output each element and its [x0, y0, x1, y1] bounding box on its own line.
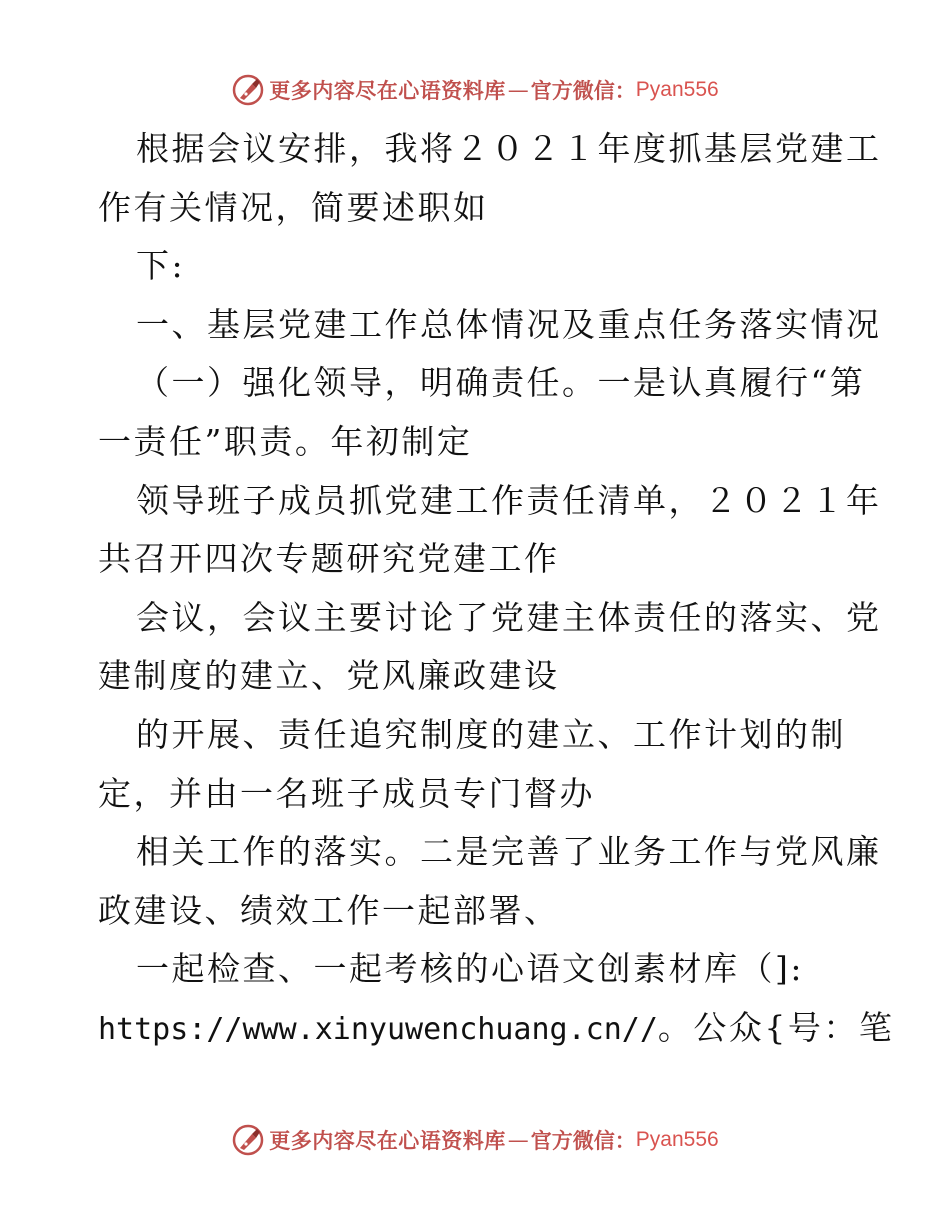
- paragraph-line: 共召开四次专题研究党建工作: [98, 539, 560, 579]
- url-line: [98, 999, 895, 1058]
- paragraph-line: 相关工作的落实。二是完善了业务工作与党风廉: [136, 832, 882, 872]
- paragraph-line: 一责任”职责。年初制定: [98, 421, 473, 461]
- paragraph-line: 根据会议安排，我将２０２１年度抓基层党建工: [136, 129, 882, 168]
- header-watermark-banner: [0, 70, 950, 110]
- document-body: [98, 120, 895, 1058]
- website-url: https://www.xinyuwenchuang.cn//: [98, 1011, 658, 1047]
- banner-main-text: 更多内容尽在心语资料库: [269, 78, 506, 103]
- section-heading: 一、基层党建工作总体情况及重点任务落实情况: [136, 304, 882, 344]
- paragraph-line: 领导班子成员抓党建工作责任清单，２０２１年: [136, 480, 882, 520]
- paragraph-line: 建制度的建立、党风廉政建设: [98, 656, 560, 696]
- banner-separator: —: [507, 78, 529, 102]
- pen-nib-logo-icon: [231, 73, 265, 107]
- pen-nib-logo-icon: [231, 1123, 265, 1157]
- banner-wechat-label: 官方微信：: [530, 78, 636, 103]
- url-line-tail: 。公众{号：笔: [657, 1007, 895, 1047]
- paragraph-line: 下:: [136, 246, 186, 286]
- footer-watermark-banner: [0, 1120, 950, 1160]
- paragraph-line: 一起检查、一起考核的心语文创素材库（]:: [136, 949, 804, 989]
- paragraph-line: 定，并由一名班子成员专门督办: [98, 773, 595, 813]
- paragraph-line: 政建设、绩效工作一起部署、: [98, 890, 560, 930]
- banner-main-text: 更多内容尽在心语资料库: [269, 1128, 506, 1153]
- paragraph-line: （一）强化领导，明确责任。一是认真履行“第: [136, 363, 866, 403]
- paragraph-line: 作有关情况，简要述职如: [98, 187, 489, 227]
- banner-wechat-label: 官方微信：: [530, 1128, 636, 1153]
- banner-wechat-id: Pyan556: [635, 1128, 719, 1151]
- banner-separator: —: [507, 1128, 529, 1152]
- paragraph-line: 的开展、责任追究制度的建立、工作计划的制: [136, 714, 846, 754]
- paragraph-line: 会议，会议主要讨论了党建主体责任的落实、党: [136, 597, 882, 637]
- banner-wechat-id: Pyan556: [635, 78, 719, 101]
